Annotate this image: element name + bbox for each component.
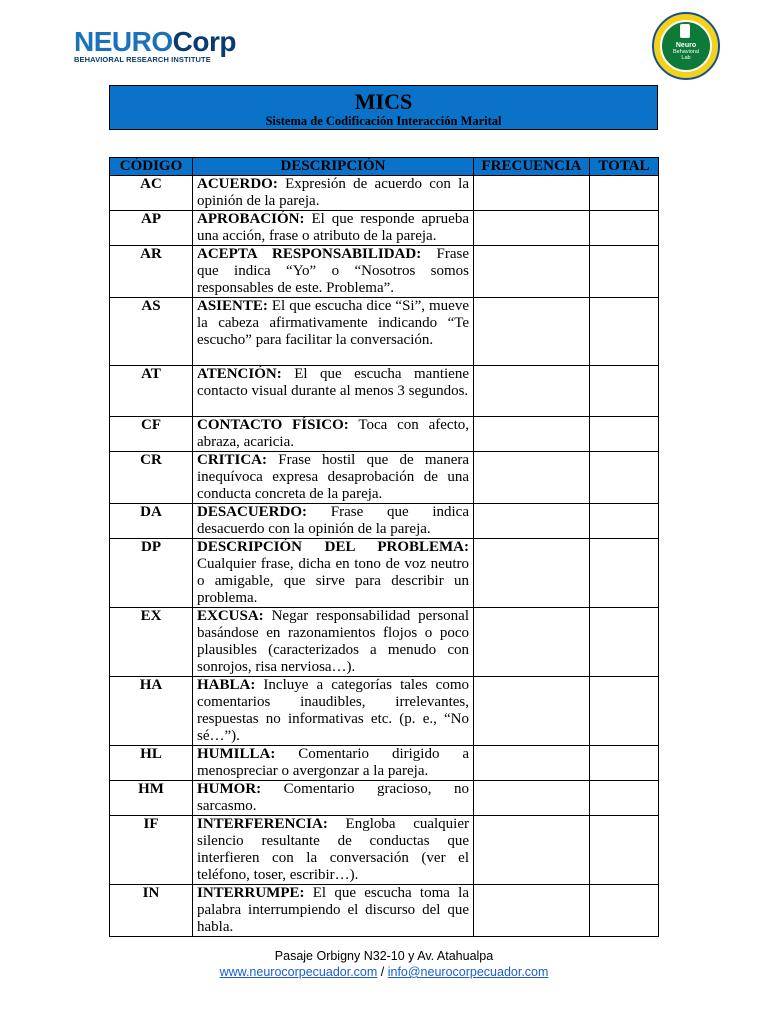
footer-contact (0, 964, 768, 980)
table-row (110, 677, 659, 746)
description-cell (193, 504, 474, 539)
description-term: EXCUSA: (197, 608, 264, 624)
total-cell[interactable] (590, 885, 659, 937)
header-codigo: CÓDIGO (110, 158, 193, 176)
table-body (110, 176, 659, 937)
table-row (110, 608, 659, 677)
description-text: Engloba cualquier silencio resultante de conductas que interfieren con la conversación (ver el teléfono, toser, escribir…). (197, 816, 469, 883)
description-term: APROBACIÓN: (197, 211, 305, 227)
table-row (110, 781, 659, 816)
logo-subtitle: BEHAVIORAL RESEARCH INSTITUTE (74, 55, 211, 64)
total-cell[interactable] (590, 781, 659, 816)
description-term: ACEPTA RESPONSABILIDAD: (197, 246, 422, 262)
description-term: HUMILLA: (197, 746, 276, 762)
header-descripcion: DESCRIPCIÓN (193, 158, 474, 176)
header-total: TOTAL (590, 158, 659, 176)
code-cell: IN (110, 885, 193, 937)
header-frecuencia: FRECUENCIA (474, 158, 590, 176)
code-cell: CF (110, 417, 193, 452)
frequency-cell[interactable] (474, 781, 590, 816)
code-cell: EX (110, 608, 193, 677)
badge-line-3: Lab (681, 55, 691, 61)
table-row (110, 816, 659, 885)
description-term: ATENCIÓN: (197, 366, 282, 382)
description-term: ASIENTE: (197, 298, 268, 314)
description-text: Cualquier frase, dicha en tono de voz neutro o amigable, que sirve para describir un problema. (197, 556, 469, 606)
description-text: Toca con afecto, abraza, acaricia. (197, 417, 470, 450)
badge-inner-circle (660, 20, 712, 72)
description-text: Comentario dirigido a menospreciar o avergonzar a la pareja. (197, 746, 469, 779)
description-cell (193, 781, 474, 816)
table-row (110, 298, 659, 366)
description-term: CONTACTO FÍSICO: (197, 417, 349, 433)
description-cell (193, 885, 474, 937)
frequency-cell[interactable] (474, 452, 590, 504)
frequency-cell[interactable] (474, 417, 590, 452)
total-cell[interactable] (590, 417, 659, 452)
document-title: MICS (354, 89, 413, 114)
logo-neuro-text: NEURO (74, 26, 173, 57)
description-term: HUMOR: (197, 781, 262, 797)
title-banner (109, 85, 658, 130)
description-term: DESCRIPCIÓN DEL PROBLEMA: (197, 539, 469, 555)
frequency-cell[interactable] (474, 246, 590, 298)
logo-corp-text: Corp (172, 26, 236, 57)
code-cell: HA (110, 677, 193, 746)
email-link[interactable]: info@neurocorpecuador.com (387, 965, 549, 979)
description-text: Frase que indica desacuerdo con la opinión de la pareja. (197, 504, 469, 537)
description-term: HABLA: (197, 677, 256, 693)
total-cell[interactable] (590, 539, 659, 608)
frequency-cell[interactable] (474, 816, 590, 885)
table-row (110, 366, 659, 417)
code-cell: AT (110, 366, 193, 417)
description-text: Comentario gracioso, no sarcasmo. (197, 781, 469, 814)
footer-separator: / (377, 965, 388, 979)
description-text: El que escucha toma la palabra interrumpiendo el discurso del que habla. (197, 885, 469, 935)
description-text: Frase hostil que de manera inequívoca expresa desaprobación de una conducta concreta de la pareja. (197, 452, 469, 502)
website-link[interactable]: www.neurocorpecuador.com (219, 965, 378, 979)
total-cell[interactable] (590, 366, 659, 417)
description-cell (193, 539, 474, 608)
code-cell: AC (110, 176, 193, 211)
total-cell[interactable] (590, 452, 659, 504)
frequency-cell[interactable] (474, 539, 590, 608)
table-row (110, 452, 659, 504)
total-cell[interactable] (590, 211, 659, 246)
frequency-cell[interactable] (474, 176, 590, 211)
table-row (110, 246, 659, 298)
document-subtitle: Sistema de Codificación Interacción Marital (265, 114, 502, 128)
total-cell[interactable] (590, 677, 659, 746)
code-cell: AS (110, 298, 193, 366)
frequency-cell[interactable] (474, 885, 590, 937)
description-cell (193, 366, 474, 417)
neurocorp-logo (74, 28, 244, 68)
description-text: El que responde aprueba una acción, frase o atributo de la pareja. (197, 211, 469, 244)
neuro-behavioral-lab-badge (652, 12, 720, 80)
frequency-cell[interactable] (474, 677, 590, 746)
total-cell[interactable] (590, 246, 659, 298)
badge-line-1: Neuro (675, 42, 697, 49)
description-term: ACUERDO: (197, 176, 278, 192)
code-cell: IF (110, 816, 193, 885)
total-cell[interactable] (590, 298, 659, 366)
description-text: Incluye a categorías tales como comentarios inaudibles, irrelevantes, respuestas no informativas etc. (p. e., “No sé…”). (197, 677, 469, 744)
frequency-cell[interactable] (474, 746, 590, 781)
description-text: Expresión de acuerdo con la opinión de la pareja. (197, 176, 469, 209)
table-row (110, 539, 659, 608)
table-row (110, 211, 659, 246)
code-cell: DP (110, 539, 193, 608)
badge-line-2: Behavioral (673, 49, 699, 55)
flask-icon (680, 24, 690, 38)
code-cell: HM (110, 781, 193, 816)
description-term: INTERRUMPE: (197, 885, 305, 901)
footer-address: Pasaje Orbigny N32-10 y Av. Atahualpa (274, 949, 494, 963)
description-text: Frase que indica “Yo” o “Nosotros somos responsables de este. Problema”. (197, 246, 469, 296)
description-cell (193, 452, 474, 504)
description-cell (193, 417, 474, 452)
description-term: CRITICA: (197, 452, 268, 468)
table-row (110, 885, 659, 937)
code-cell: DA (110, 504, 193, 539)
frequency-cell[interactable] (474, 504, 590, 539)
frequency-cell[interactable] (474, 366, 590, 417)
description-cell (193, 298, 474, 366)
code-cell: AR (110, 246, 193, 298)
description-cell (193, 816, 474, 885)
code-cell: CR (110, 452, 193, 504)
description-cell (193, 608, 474, 677)
code-cell: HL (110, 746, 193, 781)
table-row (110, 746, 659, 781)
description-cell (193, 211, 474, 246)
description-text: Negar responsabilidad personal basándose en razonamientos flojos o poco plausibles (caracterizados a menudo con sonrojos, risa nerviosa…). (197, 608, 469, 675)
description-term: DESACUERDO: (197, 504, 308, 520)
description-cell (193, 677, 474, 746)
mics-codes-table (109, 157, 659, 937)
total-cell[interactable] (590, 176, 659, 211)
table-row (110, 504, 659, 539)
total-cell[interactable] (590, 746, 659, 781)
table-header-row (110, 158, 659, 176)
description-text: El que escucha mantiene contacto visual durante al menos 3 segundos. (197, 366, 469, 399)
description-cell (193, 176, 474, 211)
total-cell[interactable] (590, 504, 659, 539)
frequency-cell[interactable] (474, 298, 590, 366)
table-row (110, 176, 659, 211)
description-text: El que escucha dice “Si”, mueve la cabeza afirmativamente indicando “Te escucho” para facilitar la conversación. (197, 298, 469, 348)
total-cell[interactable] (590, 816, 659, 885)
frequency-cell[interactable] (474, 211, 590, 246)
code-cell: AP (110, 211, 193, 246)
description-cell (193, 746, 474, 781)
description-cell (193, 246, 474, 298)
table-row (110, 417, 659, 452)
description-term: INTERFERENCIA: (197, 816, 328, 832)
total-cell[interactable] (590, 608, 659, 677)
frequency-cell[interactable] (474, 608, 590, 677)
